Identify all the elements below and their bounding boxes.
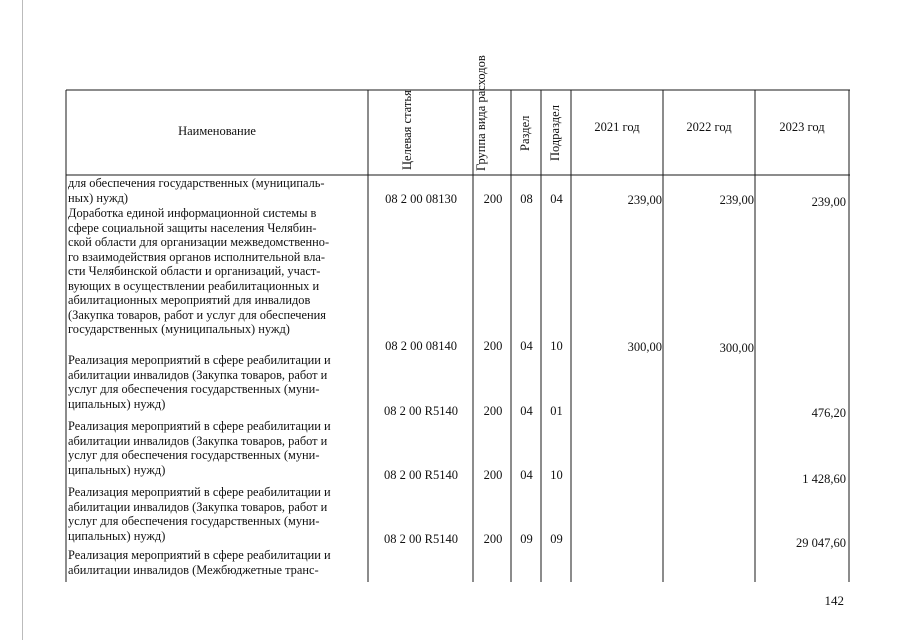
cell-2021: 300,00 xyxy=(627,340,662,354)
cell-target-article: 08 2 00 R5140 xyxy=(384,404,458,418)
header-name: Наименование xyxy=(178,124,256,138)
cell-section: 04 xyxy=(520,339,533,353)
row-name-text: Доработка единой информационной системы в сфере социальной защиты населения Челябин- ской области для организации межведомственно- го взаимодействия органов исполнительной вла- сти Челябинской области и организаций, участ- вующих в осуществлении реабилитационных и абилитационных мероприятий для инвалидов (Закупка товаров, работ и услуг для обеспечения государственных (муниципальных) нужд) xyxy=(68,206,330,336)
row-name-text: Реализация мероприятий в сфере реабилитации и абилитации инвалидов (Закупка товаров, работ и услуг для обеспечения государственных (муни- ципальных) нужд) xyxy=(68,419,331,477)
header-year-2023: 2023 год xyxy=(779,120,825,134)
cell-2022: 300,00 xyxy=(719,341,754,355)
header-expense-group: Группа вида расходов xyxy=(474,55,488,171)
cell-target-article: 08 2 00 08130 xyxy=(385,192,457,206)
cell-2023: 29 047,60 xyxy=(796,536,846,550)
cell-section: 09 xyxy=(520,532,533,546)
cell-target-article: 08 2 00 R5140 xyxy=(384,532,458,546)
cell-section: 04 xyxy=(520,468,533,482)
page-number: 142 xyxy=(824,593,844,608)
cell-subsection: 10 xyxy=(550,339,563,353)
cell-subsection: 09 xyxy=(550,532,563,546)
header-section: Раздел xyxy=(518,115,532,151)
cell-expense-group: 200 xyxy=(483,192,503,206)
header-target-article: Целевая статья xyxy=(400,90,414,170)
cell-expense-group: 200 xyxy=(483,339,503,353)
cell-subsection: 01 xyxy=(550,404,563,418)
header-subsection: Подраздел xyxy=(548,105,562,161)
cell-target-article: 08 2 00 08140 xyxy=(385,339,457,353)
cell-2021: 239,00 xyxy=(627,193,662,207)
cell-2022: 239,00 xyxy=(719,193,754,207)
cell-expense-group: 200 xyxy=(483,532,503,546)
row-name-text: Реализация мероприятий в сфере реабилитации и абилитации инвалидов (Межбюджетные транс- xyxy=(68,548,331,577)
cell-subsection: 10 xyxy=(550,468,563,482)
cell-target-article: 08 2 00 R5140 xyxy=(384,468,458,482)
cell-expense-group: 200 xyxy=(483,468,503,482)
row-name-text: Реализация мероприятий в сфере реабилитации и абилитации инвалидов (Закупка товаров, работ и услуг для обеспечения государственных (муни- ципальных) нужд) xyxy=(68,485,331,543)
row-name-text: для обеспечения государственных (муниципаль- ных) нужд) xyxy=(68,176,325,205)
cell-section: 04 xyxy=(520,404,533,418)
cell-expense-group: 200 xyxy=(483,404,503,418)
row-name-text: Реализация мероприятий в сфере реабилитации и абилитации инвалидов (Закупка товаров, работ и услуг для обеспечения государственных (муни- ципальных) нужд) xyxy=(68,353,331,411)
cell-2023: 1 428,60 xyxy=(802,472,846,486)
cell-section: 08 xyxy=(520,192,533,206)
header-year-2021: 2021 год xyxy=(594,120,640,134)
cell-2023: 476,20 xyxy=(811,406,846,420)
header-year-2022: 2022 год xyxy=(686,120,732,134)
cell-subsection: 04 xyxy=(550,192,563,206)
cell-2023: 239,00 xyxy=(811,195,846,209)
